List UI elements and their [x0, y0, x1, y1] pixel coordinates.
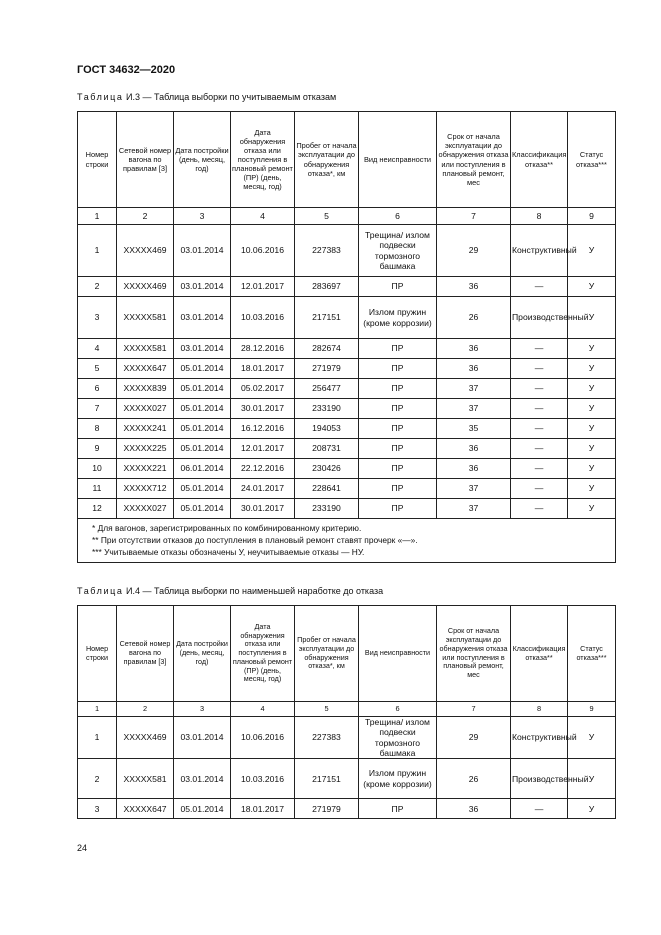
table-cell: XXXXX027	[117, 499, 174, 519]
column-number: 1	[78, 208, 117, 225]
table-cell: 12	[78, 499, 117, 519]
table-cell: 05.01.2014	[174, 419, 231, 439]
table-cell: 24.01.2017	[231, 479, 295, 499]
table-cell: Трещина/ излом подвески тормозного башмака	[359, 717, 437, 759]
table-cell: —	[511, 399, 568, 419]
table-cell: 10.06.2016	[231, 225, 295, 277]
footnote: ** При отсутствии отказов до поступления в плановый ремонт ставят прочерк «—».	[92, 535, 418, 546]
table-cell: —	[511, 439, 568, 459]
column-number: 7	[437, 702, 511, 717]
table-cell: 282674	[295, 339, 359, 359]
table-cell: 283697	[295, 277, 359, 297]
table-row	[78, 759, 616, 799]
table-cell: XXXXX647	[117, 799, 174, 819]
table-cell: 10	[78, 459, 117, 479]
table-i4	[77, 605, 616, 819]
header-cell: Сетевой номер вагона по правилам [3]	[117, 606, 174, 702]
table-cell: У	[568, 225, 616, 277]
column-number-row	[78, 208, 616, 225]
table-cell: Конструктивный	[511, 717, 568, 759]
table-cell: Производственный	[511, 297, 568, 339]
table-cell: У	[568, 759, 616, 799]
footnote: *** Учитываемые отказы обозначены У, неучитываемые отказы — НУ.	[92, 547, 365, 558]
table-cell: 11	[78, 479, 117, 499]
table-cell: —	[511, 359, 568, 379]
column-number: 1	[78, 702, 117, 717]
table-i3	[77, 111, 616, 563]
table-cell: Излом пружин (кроме коррозии)	[359, 759, 437, 799]
table-cell: 230426	[295, 459, 359, 479]
column-number: 8	[511, 208, 568, 225]
table-cell: 12.01.2017	[231, 439, 295, 459]
table-cell: 4	[78, 339, 117, 359]
table-cell: 26	[437, 759, 511, 799]
table-cell: 256477	[295, 379, 359, 399]
table-cell: 03.01.2014	[174, 717, 231, 759]
column-number: 8	[511, 702, 568, 717]
table-cell: 05.01.2014	[174, 799, 231, 819]
table-cell: 227383	[295, 717, 359, 759]
table-cell: 2	[78, 277, 117, 297]
table-cell: Излом пружин (кроме коррозии)	[359, 297, 437, 339]
table-cell: 8	[78, 419, 117, 439]
table-cell: 36	[437, 359, 511, 379]
table-row	[78, 297, 616, 339]
table-cell: —	[511, 277, 568, 297]
footnotes	[78, 519, 616, 563]
table-cell: 233190	[295, 499, 359, 519]
table-cell: 03.01.2014	[174, 297, 231, 339]
header-cell: Дата постройки (день, месяц, год)	[174, 606, 231, 702]
table-cell: ПР	[359, 277, 437, 297]
table-cell: 2	[78, 759, 117, 799]
table-row	[78, 379, 616, 399]
table-cell: У	[568, 419, 616, 439]
table-cell: У	[568, 359, 616, 379]
table-i4-caption	[77, 586, 383, 596]
table-cell: XXXXX221	[117, 459, 174, 479]
table-cell: —	[511, 459, 568, 479]
table-cell: —	[511, 419, 568, 439]
table-cell: 16.12.2016	[231, 419, 295, 439]
table-row	[78, 419, 616, 439]
table-cell: У	[568, 439, 616, 459]
table-cell: ПР	[359, 419, 437, 439]
table-cell: 208731	[295, 439, 359, 459]
table-cell: ПР	[359, 379, 437, 399]
column-number: 5	[295, 702, 359, 717]
table-row	[78, 359, 616, 379]
table-cell: 26	[437, 297, 511, 339]
table-cell: —	[511, 499, 568, 519]
table-cell: 1	[78, 717, 117, 759]
header-cell: Сетевой номер вагона по правилам [3]	[117, 112, 174, 208]
column-number: 4	[231, 208, 295, 225]
table-cell: 37	[437, 399, 511, 419]
column-number: 2	[117, 208, 174, 225]
header-cell: Вид неисправности	[359, 112, 437, 208]
table-cell: Конструктивный	[511, 225, 568, 277]
table-cell: 271979	[295, 359, 359, 379]
table-cell: 22.12.2016	[231, 459, 295, 479]
table-cell: 5	[78, 359, 117, 379]
table-cell: XXXXX469	[117, 717, 174, 759]
column-number: 9	[568, 208, 616, 225]
table-cell: 1	[78, 225, 117, 277]
table-cell: 271979	[295, 799, 359, 819]
table-cell: —	[511, 339, 568, 359]
table-cell: —	[511, 379, 568, 399]
table-cell: 05.01.2014	[174, 499, 231, 519]
table-cell: 7	[78, 399, 117, 419]
header-cell: Статус отказа***	[568, 112, 616, 208]
table-cell: 35	[437, 419, 511, 439]
table-cell: ПР	[359, 399, 437, 419]
header-cell: Срок от начала эксплуатации до обнаружения отказа или поступления в плановый ремонт, мес	[437, 606, 511, 702]
table-cell: 03.01.2014	[174, 277, 231, 297]
table-cell: 194053	[295, 419, 359, 439]
table-cell: XXXXX839	[117, 379, 174, 399]
table-row	[78, 439, 616, 459]
table-row	[78, 277, 616, 297]
table-cell: 10.06.2016	[231, 717, 295, 759]
table-cell: 36	[437, 439, 511, 459]
table-cell: 05.02.2017	[231, 379, 295, 399]
table-cell: 30.01.2017	[231, 499, 295, 519]
table-cell: 28.12.2016	[231, 339, 295, 359]
table-cell: XXXXX647	[117, 359, 174, 379]
header-cell: Пробег от начала эксплуатации до обнаружения отказа*, км	[295, 606, 359, 702]
table-cell: 10.03.2016	[231, 759, 295, 799]
table-cell: У	[568, 479, 616, 499]
column-number: 5	[295, 208, 359, 225]
column-number: 6	[359, 208, 437, 225]
table-cell: 12.01.2017	[231, 277, 295, 297]
header-cell: Статус отказа***	[568, 606, 616, 702]
table-cell: ПР	[359, 439, 437, 459]
table-cell: 228641	[295, 479, 359, 499]
table-cell: ПР	[359, 479, 437, 499]
table-cell: ПР	[359, 459, 437, 479]
table-row	[78, 479, 616, 499]
header-cell: Дата обнаружения отказа или поступления в плановый ремонт (ПР) (день, месяц, год)	[231, 112, 295, 208]
table-cell: 05.01.2014	[174, 379, 231, 399]
table-cell: XXXXX581	[117, 339, 174, 359]
table-cell: У	[568, 297, 616, 339]
table-cell: 36	[437, 799, 511, 819]
caption-text: И.4 — Таблица выборки по наименьшей наработке до отказа	[123, 586, 384, 596]
table-cell: ПР	[359, 339, 437, 359]
table-cell: XXXXX469	[117, 225, 174, 277]
table-cell: 10.03.2016	[231, 297, 295, 339]
table-cell: 37	[437, 379, 511, 399]
column-number: 3	[174, 702, 231, 717]
table-cell: 05.01.2014	[174, 439, 231, 459]
document-header: ГОСТ 34632—2020	[77, 64, 176, 76]
header-cell: Дата обнаружения отказа или поступления в плановый ремонт (ПР) (день, месяц, год)	[231, 606, 295, 702]
table-row	[78, 225, 616, 277]
table-row	[78, 459, 616, 479]
table-row	[78, 499, 616, 519]
header-cell: Пробег от начала эксплуатации до обнаружения отказа*, км	[295, 112, 359, 208]
column-number: 6	[359, 702, 437, 717]
table-cell: XXXXX581	[117, 297, 174, 339]
table-word: Таблица	[77, 92, 124, 102]
table-cell: У	[568, 717, 616, 759]
table-cell: 05.01.2014	[174, 479, 231, 499]
table-cell: У	[568, 399, 616, 419]
header-row	[78, 112, 616, 208]
column-number-row	[78, 702, 616, 717]
column-number: 4	[231, 702, 295, 717]
table-cell: 03.01.2014	[174, 339, 231, 359]
table-cell: 29	[437, 717, 511, 759]
table-cell: 217151	[295, 297, 359, 339]
table-cell: 37	[437, 499, 511, 519]
table-cell: XXXXX225	[117, 439, 174, 459]
table-cell: XXXXX027	[117, 399, 174, 419]
table-cell: 6	[78, 379, 117, 399]
table-row	[78, 799, 616, 819]
header-cell: Срок от начала эксплуатации до обнаружения отказа или поступления в плановый ремонт, мес	[437, 112, 511, 208]
table-cell: 9	[78, 439, 117, 459]
table-cell: 05.01.2014	[174, 399, 231, 419]
table-cell: —	[511, 799, 568, 819]
table-cell: ПР	[359, 359, 437, 379]
table-cell: 3	[78, 799, 117, 819]
header-cell: Номер строки	[78, 112, 117, 208]
table-cell: Трещина/ излом подвески тормозного башмака	[359, 225, 437, 277]
table-cell: У	[568, 459, 616, 479]
table-row	[78, 399, 616, 419]
table-cell: XXXXX469	[117, 277, 174, 297]
header-cell: Дата постройки (день, месяц, год)	[174, 112, 231, 208]
table-cell: ПР	[359, 799, 437, 819]
footnotes-row	[78, 519, 616, 563]
table-row	[78, 339, 616, 359]
table-cell: 227383	[295, 225, 359, 277]
header-cell: Вид неисправности	[359, 606, 437, 702]
table-cell: XXXXX241	[117, 419, 174, 439]
table-cell: 36	[437, 277, 511, 297]
table-word: Таблица	[77, 586, 124, 596]
table-cell: У	[568, 277, 616, 297]
table-cell: У	[568, 379, 616, 399]
column-number: 3	[174, 208, 231, 225]
header-row	[78, 606, 616, 702]
table-cell: 18.01.2017	[231, 359, 295, 379]
column-number: 7	[437, 208, 511, 225]
table-cell: 05.01.2014	[174, 359, 231, 379]
table-i3-caption	[77, 92, 336, 102]
table-cell: 36	[437, 339, 511, 359]
table-cell: 233190	[295, 399, 359, 419]
page-number: 24	[77, 843, 88, 853]
table-row	[78, 717, 616, 759]
footnote: * Для вагонов, зарегистрированных по комбинированному критерию.	[92, 523, 362, 533]
table-cell: У	[568, 799, 616, 819]
table-cell: У	[568, 499, 616, 519]
table-cell: XXXXX581	[117, 759, 174, 799]
column-number: 9	[568, 702, 616, 717]
header-cell: Классификация отказа**	[511, 606, 568, 702]
table-cell: 03.01.2014	[174, 759, 231, 799]
table-cell: 03.01.2014	[174, 225, 231, 277]
table-cell: 3	[78, 297, 117, 339]
header-cell: Номер строки	[78, 606, 117, 702]
table-cell: —	[511, 479, 568, 499]
table-cell: XXXXX712	[117, 479, 174, 499]
table-cell: Производственный	[511, 759, 568, 799]
table-cell: ПР	[359, 499, 437, 519]
table-cell: 217151	[295, 759, 359, 799]
table-cell: У	[568, 339, 616, 359]
table-cell: 36	[437, 459, 511, 479]
caption-text: И.3 — Таблица выборки по учитываемым отказам	[123, 92, 337, 102]
table-cell: 18.01.2017	[231, 799, 295, 819]
column-number: 2	[117, 702, 174, 717]
table-cell: 37	[437, 479, 511, 499]
table-cell: 29	[437, 225, 511, 277]
header-cell: Классификация отказа**	[511, 112, 568, 208]
table-cell: 06.01.2014	[174, 459, 231, 479]
table-cell: 30.01.2017	[231, 399, 295, 419]
